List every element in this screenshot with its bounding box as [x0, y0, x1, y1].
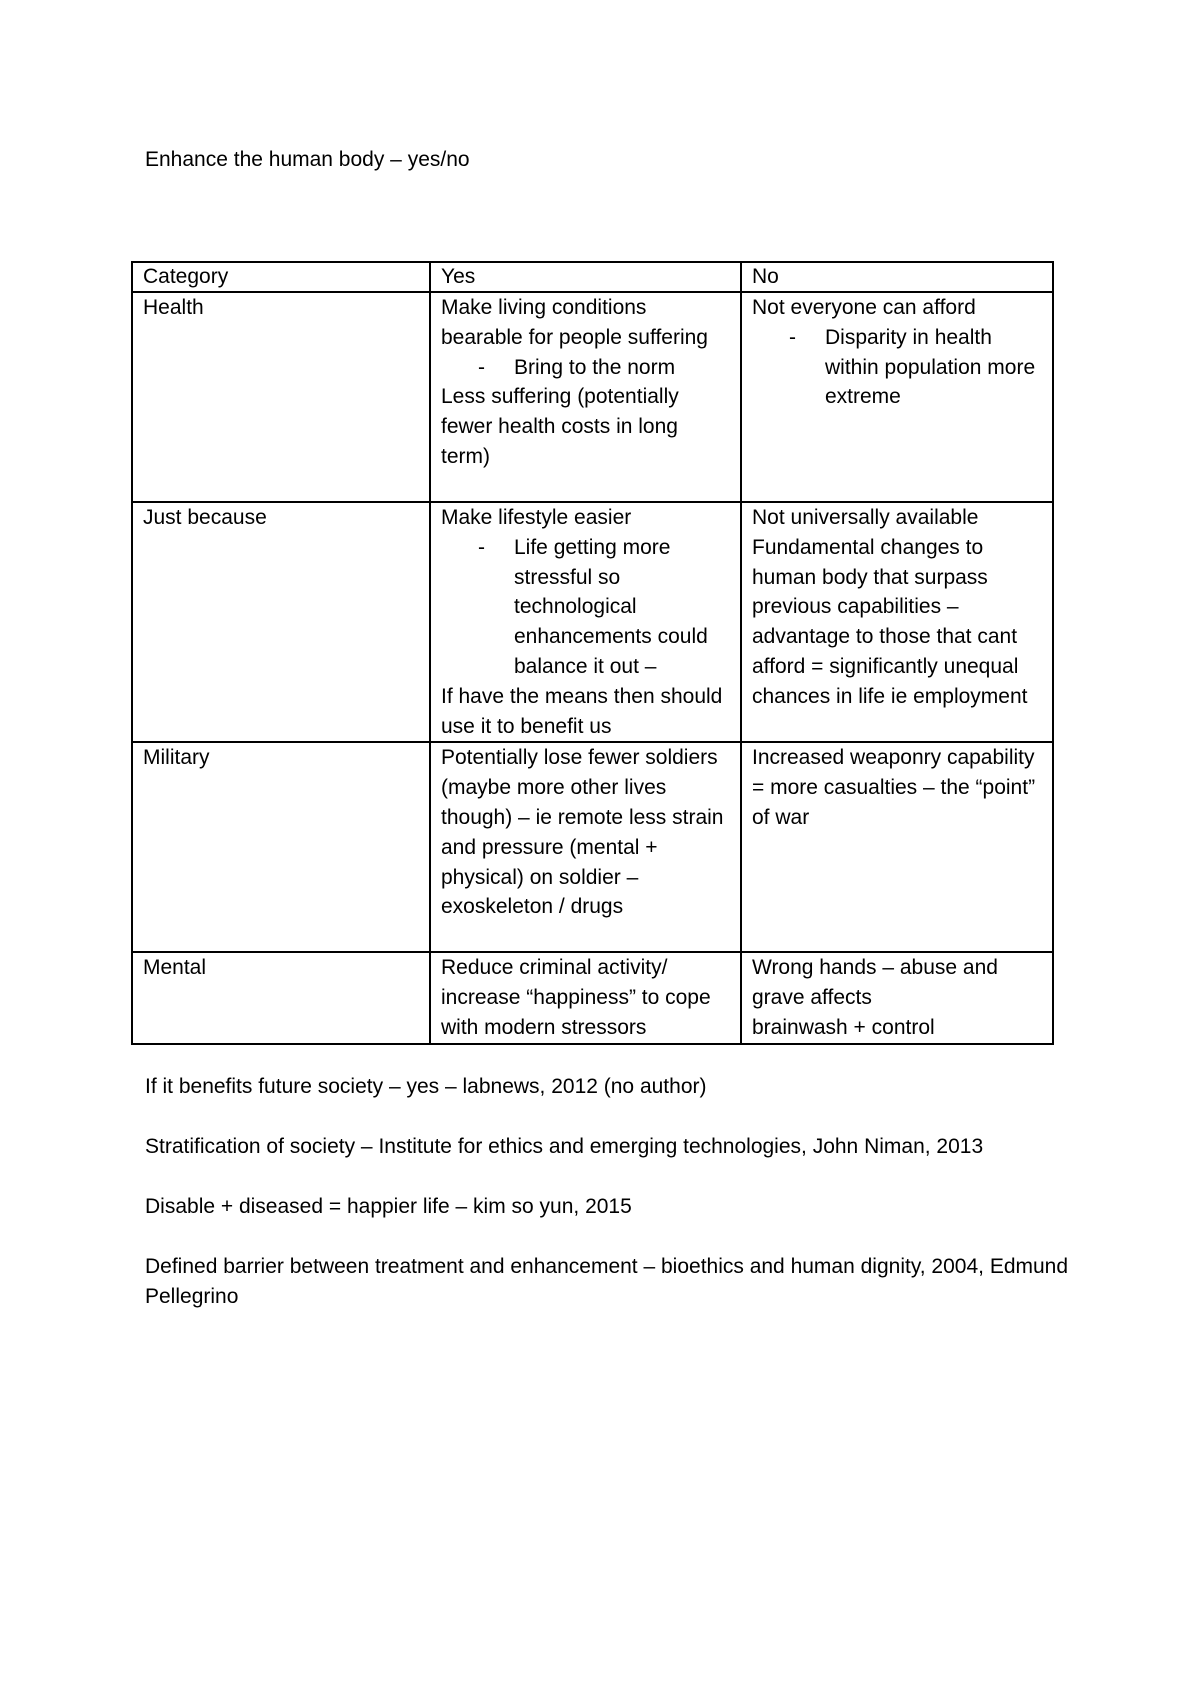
bullet-marker: - — [478, 355, 485, 379]
table-row — [132, 502, 1053, 742]
table-row — [132, 952, 1053, 1043]
header-yes: Yes — [430, 262, 741, 292]
bullet-item — [441, 533, 730, 682]
category-cell: Just because — [132, 502, 430, 742]
bullet-text: Life getting more stressful so technological enhancements could balance it out – — [514, 535, 708, 678]
category-cell: Health — [132, 292, 430, 502]
bullet-text: Disparity in health within population more extreme — [825, 325, 1036, 409]
reference-item: Disable + diseased = happier life – kim so yun, 2015 — [145, 1195, 632, 1218]
comparison-table — [131, 261, 1054, 1045]
cell-text: If have the means then should use it to benefit us — [441, 684, 723, 738]
no-cell — [741, 502, 1053, 742]
cell-text: brainwash + control — [752, 1015, 935, 1039]
cell-text: Make living conditions bearable for people suffering — [441, 296, 708, 349]
table-row — [132, 742, 1053, 952]
header-no: No — [741, 262, 1053, 292]
bullet-item — [441, 353, 730, 383]
reference-item: Stratification of society – Institute for ethics and emerging technologies, John Niman, 2013 — [145, 1135, 984, 1158]
bullet-item — [752, 323, 1042, 412]
table-header-row — [132, 262, 1053, 292]
cell-text: Less suffering (potentially fewer health costs in long term) — [441, 385, 679, 468]
cell-text: Potentially lose fewer soldiers (maybe more other lives though) – ie remote less strain and pressure (mental + physical) on soldier – exoskeleton / drugs — [441, 746, 724, 919]
cell-text: Make lifestyle easier — [441, 506, 632, 529]
category-cell: Military — [132, 742, 430, 952]
category-cell: Mental — [132, 952, 430, 1043]
yes-cell — [430, 292, 741, 502]
no-cell — [741, 742, 1053, 952]
cell-text: Not everyone can afford — [752, 296, 976, 319]
reference-item: Defined barrier between treatment and enhancement – bioethics and human dignity, 2004, Edmund Pellegrino — [145, 1255, 1069, 1308]
bullet-marker: - — [478, 535, 485, 559]
cell-text: Not universally available — [752, 506, 979, 529]
references — [145, 1072, 1075, 1342]
yes-cell — [430, 952, 741, 1043]
reference-item: If it benefits future society – yes – labnews, 2012 (no author) — [145, 1075, 707, 1098]
header-category: Category — [132, 262, 430, 292]
yes-cell — [430, 502, 741, 742]
cell-text: Wrong hands – abuse and grave affects — [752, 956, 998, 1010]
cell-text: Fundamental changes to human body that surpass previous capabilities – advantage to those that cant afford = significantly unequal chances in life ie employment — [752, 535, 1028, 708]
no-cell — [741, 292, 1053, 502]
bullet-marker: - — [789, 325, 796, 349]
document-title: Enhance the human body – yes/no — [145, 148, 470, 171]
table-row — [132, 292, 1053, 502]
no-cell — [741, 952, 1053, 1043]
cell-text: Increased weaponry capability = more casualties – the “point” of war — [752, 746, 1036, 829]
yes-cell — [430, 742, 741, 952]
bullet-text: Bring to the norm — [514, 355, 676, 379]
cell-text: Reduce criminal activity/ increase “happiness” to cope with modern stressors — [441, 956, 711, 1039]
